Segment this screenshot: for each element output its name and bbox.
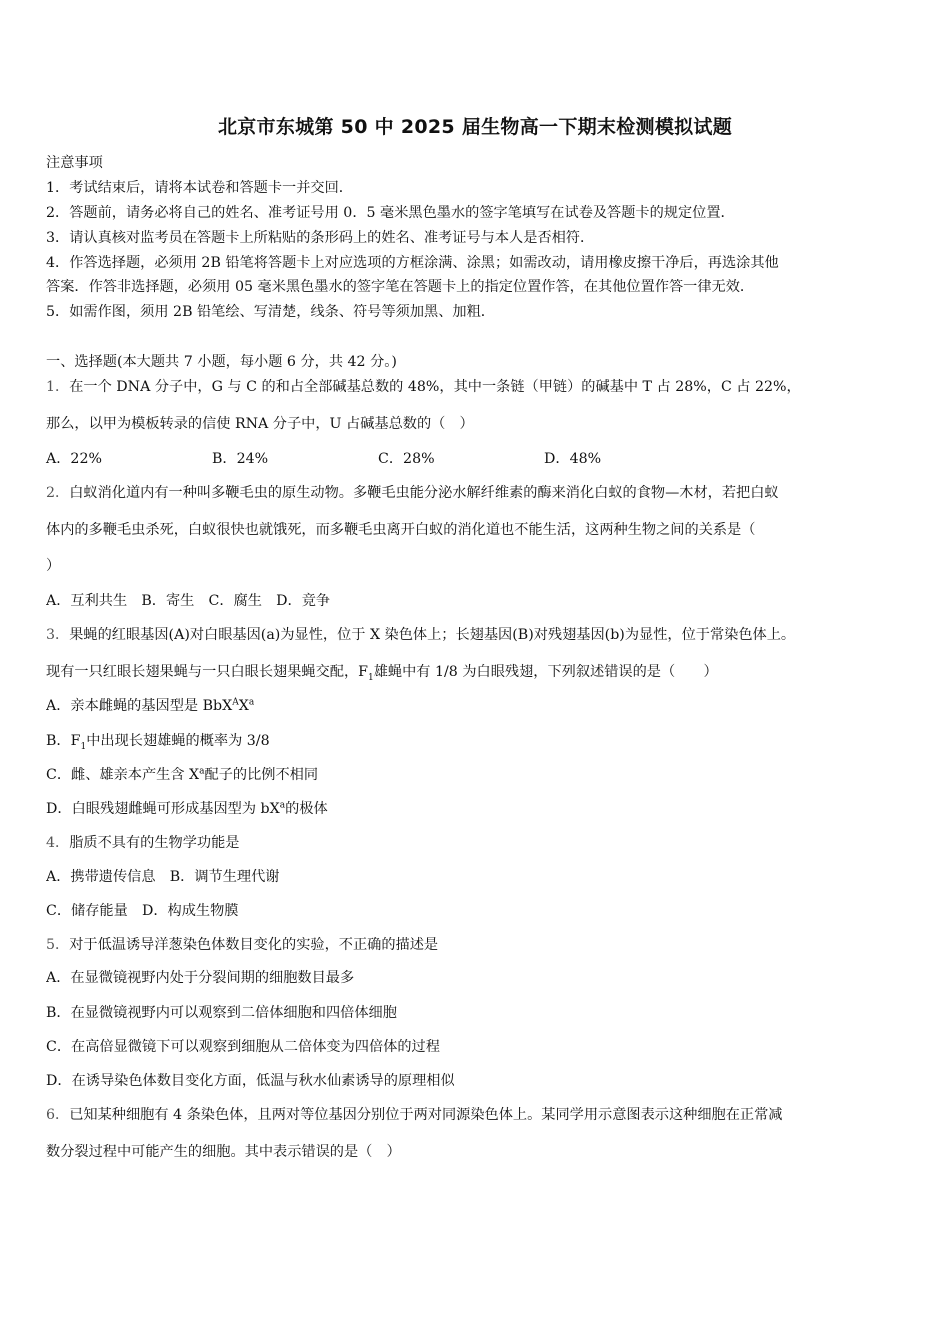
notice-item: 答案．作答非选择题，必须用 05 毫米黑色墨水的签字笔在答题卡上的指定位置作答，在其他位置作答一律无效． <box>46 279 755 295</box>
subscript: 1 <box>80 741 87 752</box>
question-text: 果蝇的红眼基因(A)对白眼基因(a)为显性，位于 X 染色体上；长翅基因(B)对残翅基因(b)为显性，位于常染色体上。 <box>69 627 796 643</box>
option-c[interactable] <box>46 764 908 784</box>
option-text: X <box>238 698 249 714</box>
question-number: 6． <box>46 1107 70 1123</box>
option-d[interactable]: D．48% <box>544 451 602 467</box>
option-text: 的极体 <box>285 801 328 817</box>
question-6-stem <box>46 1104 908 1124</box>
option-text: 中出现长翅雄蝇的概率为 3/8 <box>86 733 270 749</box>
superscript: A <box>232 697 239 708</box>
notice-item: 5．如需作图，须用 2B 铅笔绘、写清楚，线条、符号等须加黑、加粗． <box>46 304 495 320</box>
question-text: 在一个 DNA 分子中，G 与 C 的和占全部碱基总数的 48%，其中一条链（甲链）的碱基中 T 占 28%，C 占 22%， <box>69 379 801 395</box>
question-number: 3． <box>46 627 70 643</box>
option-b[interactable]: B．24% <box>212 451 269 467</box>
question-3-stem-cont <box>46 661 908 683</box>
question-4-stem <box>46 832 908 852</box>
option-text: C．雌、雄亲本产生含 X <box>46 767 200 783</box>
question-text: 白蚁消化道内有一种叫多鞭毛虫的原生动物。多鞭毛虫能分泌水解纤维素的酶来消化白蚁的食物—木材，若把白蚁 <box>69 485 779 501</box>
superscript: a <box>279 800 286 811</box>
question-2-stem <box>46 482 908 502</box>
question-6-stem-cont: 数分裂过程中可能产生的细胞。其中表示错误的是（ ） <box>46 1144 401 1160</box>
notice-item: 4．作答选择题，必须用 2B 铅笔将答题卡上对应选项的方框涂满、涂黑；如需改动，请用橡皮擦干净后，再选涂其他 <box>46 255 779 271</box>
superscript: a <box>199 766 205 777</box>
superscript: a <box>248 697 255 708</box>
option-text: B．F <box>46 733 81 749</box>
question-1-stem-cont: 那么，以甲为模板转录的信使 RNA 分子中，U 占碱基总数的（ ） <box>46 416 474 432</box>
section-heading: 一、选择题(本大题共 7 小题，每小题 6 分，共 42 分。) <box>46 354 397 370</box>
question-2-options[interactable]: A．互利共生 B．寄生 C．腐生 D．竞争 <box>46 593 331 609</box>
question-number: 2． <box>46 485 70 501</box>
question-text: 脂质不具有的生物学功能是 <box>69 835 240 851</box>
option-d[interactable] <box>46 798 908 818</box>
option-a[interactable]: A．在显微镜视野内处于分裂间期的细胞数目最多 <box>46 970 355 986</box>
option-a[interactable] <box>46 695 908 715</box>
option-a[interactable]: A．22% <box>46 451 102 467</box>
question-1-options <box>46 448 710 468</box>
question-number: 5． <box>46 937 70 953</box>
question-3-stem <box>46 624 908 644</box>
question-4-options-row-1[interactable]: A．携带遗传信息 B．调节生理代谢 <box>46 869 280 885</box>
notice-heading: 注意事项 <box>46 155 103 171</box>
option-c[interactable]: C．在高倍显微镜下可以观察到细胞从二倍体变为四倍体的过程 <box>46 1039 440 1055</box>
notice-item: 2．答题前，请务必将自己的姓名、准考证号用 0．5 毫米黑色墨水的签字笔填写在试卷及答题卡的规定位置． <box>46 205 735 221</box>
notice-item: 3．请认真核对监考员在答题卡上所粘贴的条形码上的姓名、准考证号与本人是否相符． <box>46 230 595 246</box>
question-1-stem <box>46 376 908 396</box>
option-text: 配子的比例不相同 <box>204 767 319 783</box>
option-b[interactable]: B．在显微镜视野内可以观察到二倍体细胞和四倍体细胞 <box>46 1005 397 1021</box>
option-b[interactable] <box>46 730 908 752</box>
option-text: A．亲本雌蝇的基因型是 BbX <box>46 698 233 714</box>
notice-item: 1．考试结束后，请将本试卷和答题卡一并交回． <box>46 180 353 196</box>
question-number: 4． <box>46 835 70 851</box>
question-5-stem <box>46 934 908 954</box>
page-title: 北京市东城第 50 中 2025 届生物高一下期末检测模拟试题 <box>217 116 733 138</box>
question-2-stem-cont: ） <box>46 558 61 574</box>
question-number: 1． <box>46 379 70 395</box>
option-d[interactable]: D．在诱导染色体数目变化方面，低温与秋水仙素诱导的原理相似 <box>46 1073 455 1089</box>
option-c[interactable]: C．28% <box>378 451 435 467</box>
question-4-options-row-2[interactable]: C．储存能量 D．构成生物膜 <box>46 903 239 919</box>
option-text: D．白眼残翅雌蝇可形成基因型为 bX <box>46 801 280 817</box>
question-text: 已知某种细胞有 4 条染色体，且两对等位基因分别位于两对同源染色体上。某同学用示意图表示这种细胞在正常减 <box>69 1107 783 1123</box>
question-2-stem-cont: 体内的多鞭毛虫杀死，白蚁很快也就饿死，而多鞭毛虫离开白蚁的消化道也不能生活，这两种生物之间的关系是（ <box>46 522 756 538</box>
question-text: 对于低温诱导洋葱染色体数目变化的实验，不正确的描述是 <box>69 937 439 953</box>
question-text: 现有一只红眼长翅果蝇与一只白眼长翅果蝇交配，F <box>46 664 368 680</box>
subscript: 1 <box>367 672 374 683</box>
question-text: 雄蝇中有 1/8 为白眼残翅，下列叙述错误的是（ ） <box>373 664 718 680</box>
